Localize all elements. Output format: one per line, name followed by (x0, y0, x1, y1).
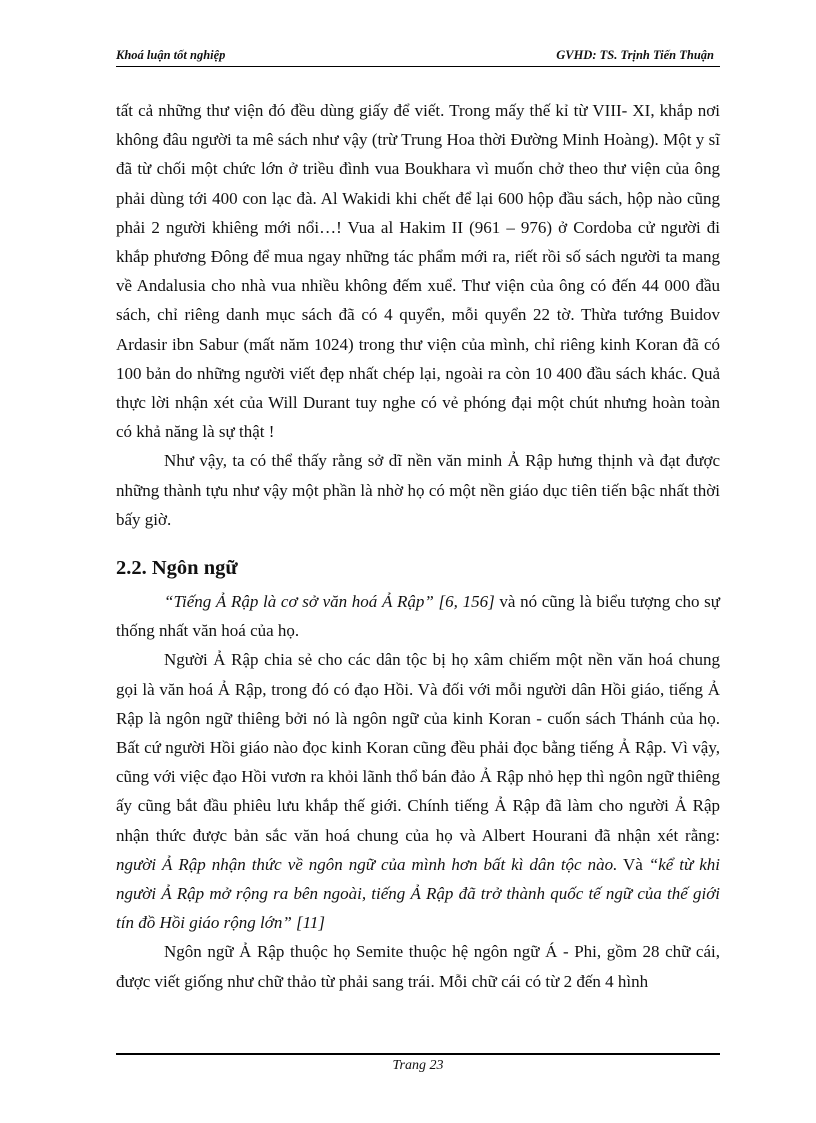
paragraph-education-conclusion: Như vậy, ta có thể thấy rằng sở dĩ nền văn minh Ả Rập hưng thịnh và đạt được những thành tựu như vậy một phần là nhờ họ có một nền giáo dục tiên tiến bậc nhất thời bấy giờ. (116, 451, 720, 529)
page-body (116, 96, 720, 996)
paragraph-language-intro-text: và nó cũng là biểu tượng cho sự thống nhất văn hoá của họ. (116, 592, 720, 641)
header-advisor: GVHD: TS. Trịnh Tiến Thuận (556, 48, 714, 62)
quote-hourani: người Ả Rập nhận thức về ngôn ngữ của mình hơn bất kì dân tộc nào. (116, 854, 618, 874)
paragraph-libraries: tất cả những thư viện đó đều dùng giấy để viết. Trong mấy thế kỉ từ VIII- XI, khắp nơi không đâu người ta mê sách như vậy (trừ Trung Hoa thời Đường Minh Hoàng). Một y sĩ đã từ chối một chức lớn ở triều đình vua Boukhara vì muốn chở theo thư viện của ông phải dùng tới 400 con lạc đà. Al Wakidi khi chết để lại 600 hộp đầu sách, hộp nào cũng phải 2 người khiêng mới nổi…! Vua al Hakim II (961 – 976) ở Cordoba cử người đi khắp phương Đông để mua ngay những tác phẩm mới ra, riết rồi số sách người ta mang về Andalusia cho nhà vua nhiều không đếm xuể. Thư viện của ông có đến 44 000 đầu sách, chỉ riêng danh mục sách đã có 4 quyển, mỗi quyển 22 tờ. Thừa tướng Buidov Ardasir ibn Sabur (mất năm 1024) trong thư viện của mình, chỉ riêng kinh Koran đã có 100 bản do những người viết đẹp nhất chép lại, ngoài ra còn 10 400 đầu sách khác. Quả thực lời nhận xét của Will Durant tuy nghe có vẻ phóng đại một chút nhưng hoàn toàn có khả năng là sự thật ! (116, 101, 720, 442)
footer-divider (116, 1053, 720, 1055)
paragraph-arabic-culture-text-b: Và (617, 854, 649, 874)
section-heading-language: 2.2. Ngôn ngữ (116, 557, 238, 580)
header-thesis-title: Khoá luận tốt nghiệp (116, 48, 226, 62)
paragraph-arabic-culture (116, 645, 720, 937)
page-number: Trang 23 (392, 1058, 444, 1073)
page-header (116, 44, 720, 67)
paragraph-arabic-culture-text-a: Người Ả Rập chia sẻ cho các dân tộc bị họ xâm chiếm một nền văn hoá chung gọi là văn hoá Ả Rập, trong đó có đạo Hồi. Và đối với mỗi người dân Hồi giáo, tiếng Ả Rập là ngôn ngữ thiêng bởi nó là ngôn ngữ của kinh Koran - cuốn sách Thánh của họ. Bất cứ người Hồi giáo nào đọc kinh Koran cũng đều phải đọc bằng tiếng Ả Rập. Vì vậy, cũng với việc đạo Hồi vươn ra khỏi lãnh thổ bán đảo Ả Rập nhỏ hẹp thì ngôn ngữ thiêng ấy cũng bắt đầu phiêu lưu khắp thế giới. Chính tiếng Ả Rập đã làm cho người Ả Rập nhận thức được bản sắc văn hoá chung của họ và Albert Hourani đã nhận xét rằng: (116, 650, 720, 845)
paragraph-language-intro (116, 587, 720, 645)
paragraph-semitic-language: Ngôn ngữ Ả Rập thuộc họ Semite thuộc hệ ngôn ngữ Á - Phi, gồm 28 chữ cái, được viết giống như chữ thảo từ phải sang trái. Mỗi chữ cái có từ 2 đến 4 hình (116, 942, 720, 991)
quote-arabic-culture: “Tiếng Ả Rập là cơ sở văn hoá Ả Rập” [6, 156] (164, 592, 495, 612)
quote-lingua-franca: “kể từ khi người Ả Rập mở rộng ra bên ngoài, tiếng Ả Rập đã trở thành quốc tế ngữ của thế giới tín đồ Hồi giáo rộng lớn” [11] (116, 854, 721, 933)
